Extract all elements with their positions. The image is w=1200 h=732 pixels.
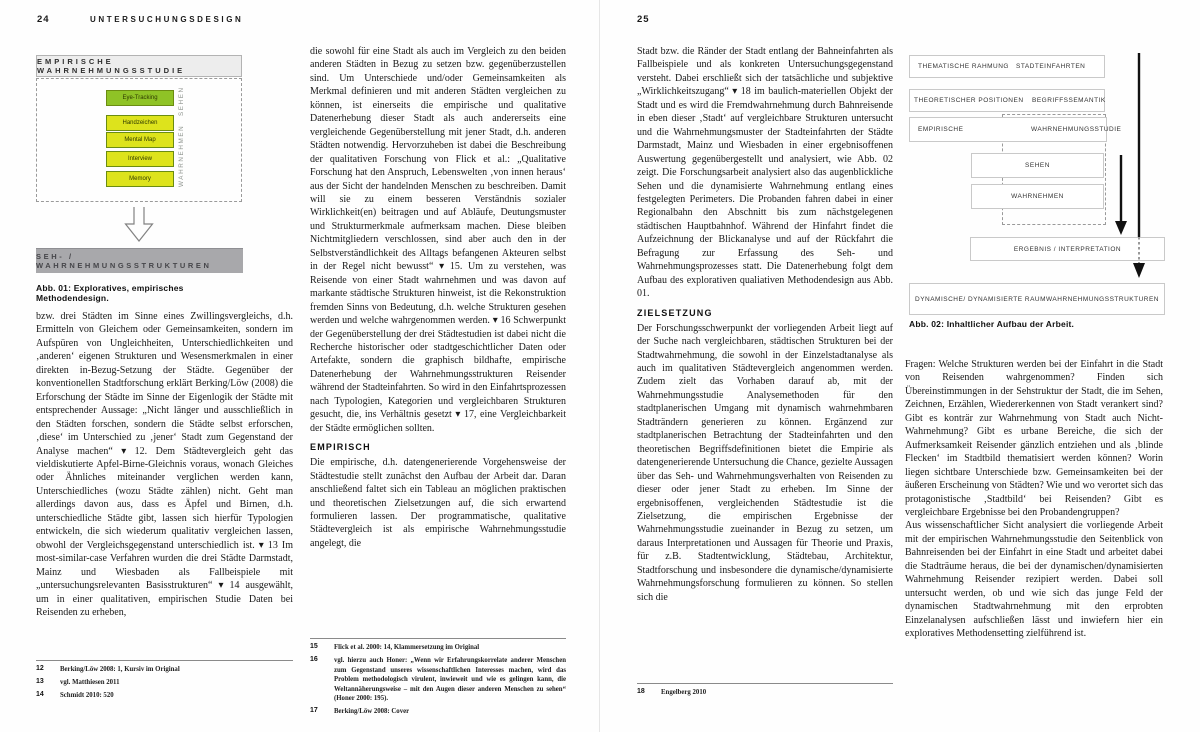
flow-arrows-icon: [900, 45, 1190, 340]
box-label: BEGRIFFSSEMANTIK: [1032, 97, 1106, 104]
footnote: [310, 707, 566, 717]
footnote: [310, 656, 566, 704]
method-box-interview: Interview: [106, 151, 174, 167]
column-4: [905, 358, 1163, 703]
body-paragraph: Stadt bzw. die Ränder der Stadt entlang der Bahneinfahrten als Fallbeispiele und als konkreten Untersuchungsgegenstand versteht. Dabei erschließt sich der tatsächliche und subjektive „Wirklichkeitszugang“ ▾ 18 im baulich-materiellen Objekt der Stadt und es wird die Fremdwahrnehmung durch Bahnreisende in eben dieser ‚Stadt‘ auf vergleichbare Strukturen untersucht und die Wahrnehmungsmuster der Stadteinfahrten der Städte Darmstadt, Mainz und Wiesbaden in einer ergebnisoffenen Auswertung gegenübergestellt und analysiert, wie Abb. 02 zeigt. Die Forschungsarbeit analysiert also das augenblickliche Sehen und die dynamisierte Wahrnehmung entlang eines festgelegten Perimeters. Die Probanden fahren dabei in einer Regionalbahn den Abschnitt bis zum nächstgelegenen städtischen Hauptbahnhof. Während der Hinfahrt findet die Aufzeichnung der Blickanalyse und auf der Rückfahrt die Befragung zur Erfassung des Seh- und Wahrnehmungsprozesses statt. Die Datenerhebung folgt dem Aufbau des explorativen qualiativen Methodendesign aus Abb. 01.: [637, 46, 893, 300]
footnotes-column-1: [36, 660, 293, 704]
footnote: [637, 688, 893, 698]
footnote-number: 14: [36, 691, 44, 698]
footnote: [310, 643, 566, 653]
body-paragraph: Aus wissenschaftlicher Sicht analysiert die vorliegende Arbeit mit der empirischen Wahrnehmungsstudie den Seitenblick von Bahnreisenden bei der Einfahrt in eine Stadt und arbeitet dabei die Stadträume heraus, die bei der dynamischen/dynamisierten Wahrnehmung Reisender rezipiert werden. Dabei soll untersucht werden, ob und wie sich das junge Feld der dynamischen Stadtwahrnehmung mit den erprobten Einzelanalysen aufschließen lässt und inwiefern hier ein exploratives Methodensetting zielführend ist.: [905, 520, 1163, 640]
figure2-caption: Abb. 02: Inhaltlicher Aufbau der Arbeit.: [909, 319, 1075, 329]
footnote-text: Berking/Löw 2008: 1, Kursiv im Original: [60, 666, 180, 673]
footnote-number: 16: [310, 656, 318, 663]
figure2-box-ergebnis: ERGEBNIS / INTERPRETATION: [970, 237, 1165, 261]
method-box-eye-tracking: Eye-Tracking: [106, 90, 174, 106]
body-paragraph: Die empirische, d.h. datengenerierende Vorgehensweise der Städtestudie stellt zunächst den Aufbau der Arbeit dar. Daran anschließend faltet sich ein Tableau an möglichen praktischen und theoretischen Zielsetzungen auf, die sich erwartend formulieren lassen. Der programmatische, qualitative Städtevergleich ist als empirische Wahrnehmungsstudie angelegt, die: [310, 457, 566, 549]
column-1: [36, 310, 293, 660]
footnote-number: 18: [637, 688, 645, 695]
box-label: STADTEINFAHRTEN: [1016, 63, 1086, 70]
box-label: EMPIRISCHE: [918, 126, 964, 133]
footnote-text: vgl. Matthiesen 2011: [60, 679, 120, 686]
footnote-text: Berking/Löw 2008: Cover: [334, 708, 410, 715]
page-number-right: 25: [637, 14, 650, 25]
figure1-result-box: SEH- / WAHRNEHMUNGSSTRUKTUREN: [36, 248, 243, 273]
body-paragraph: Fragen: Welche Strukturen werden bei der Einfahrt in die Stadt von Reisenden wahrgenommen? Finden sich Übereinstimmungen in der Sehstruktur der Stadt, die im Sehen, Zeichnen, Erzählen, Wiedererkennen von Stadt verankert sind? Gibt es konträr zur Wahrnehmung von Stadt auch Nicht-Wahrnehmung? Gibt es urbane Bereiche, die sich der Aufmerksamkeit Reisender gänzlich entziehen und als ‚blinde Flecken‘ im Stadtbild thematisiert werden können? Worin liegen sichtbare Unterschiede bzw. Gemeinsamkeiten bei der äußeren Erscheinung von Städten? Wie und wo verortet sich das protagonistische ‚Stadtbild‘ bei Reisenden? Gibt es vergleichbare Ergebnisse bei den Probandengruppen?: [905, 359, 1163, 518]
footnote-text: Engelberg 2010: [661, 689, 707, 696]
figure1-title-box: EMPIRISCHE WAHRNEHMUNGSSTUDIE: [36, 55, 242, 77]
footnote-text: Schmidt 2010: 520: [60, 692, 114, 699]
page-gutter-divider: [599, 0, 600, 732]
section-heading-zielsetzung: ZIELSETZUNG: [637, 307, 713, 318]
axis-label-sehen: SEHEN: [178, 86, 185, 116]
footnote: [36, 665, 293, 675]
figure-aufbau-der-arbeit: [900, 45, 1190, 340]
method-box-handzeichen: Handzeichen: [106, 115, 174, 131]
figure2-box-raumwahrnehmungsstrukturen: DYNAMISCHE/ DYNAMISIERTE RAUMWAHRNEHMUNGSSTRUKTUREN: [909, 283, 1165, 315]
body-paragraph: bzw. drei Städten im Sinne eines Zwillingsvergleichs, d.h. Ermitteln von Gleichem oder Gemeinsamkeiten, sondern im Aufspüren von Ungleichheiten, Unterschiedlichkeiten und ‚anderen‘ eigenen Strukturen und Wesensmerkmalen in einer direkten in-Bezug-Setzung der Städte. Gegenüber der konventionellen Stadtforschung erklärt Berking/Löw (2008) die Erforschung der Städte im Sinne der Eigenlogik der Städte mit entsprechender Aussage: „Nicht länger und ausschließlich in den Städten forschen, sondern die Städte selbst erforschen, ‚diese‘ im Unterschied zu ‚jener‘ Stadt zum Gegenstand der Analyse machen“ ▾ 12. Dem Städtevergleich geht das vieldiskutierte Apfel-Birne-Gleichnis voraus, wonach Gleiches oder Ähnliches miteinander verglichen werden kann, Unterschiedliches (wozu Städte zählen) nicht. Geht man allerdings davon aus, dass es Äpfel und Birnen, d.h. unterschiedliche Städte gibt, lassen sich hierfür Typologien entwickeln, die sich wiederum qualitativ vergleichen lassen, obwohl der Vergleichsgegenstand unterschiedlich ist. ▾ 13 Im most-similar-case Verfahren wurden die drei Städte Darmstadt, Mainz und Wiesbaden als Fallbeispiele mit „untersuchungsrelevanten Basisstrukturen“ ▾ 14 ausgewählt, um in einer qualitativen, empirischen Studie Daten bei Reisenden zu erheben,: [36, 311, 293, 618]
page-number-left: 24: [37, 14, 50, 25]
body-paragraph: Der Forschungsschwerpunkt der vorliegenden Arbeit liegt auf der Suche nach vergleichbaren, städtischen Strukturen bei der Stadtwahrnehmung, die sowohl in der Einzelstadtanalyse als auch im qualitativen Städtevergleich angenommen werden. Zudem zielt das Vorhaben darauf ab, mit der Wahrnehmungsstudie Analysemethoden für den stadtplanerischen Umgang mit dynamisch wahrnehmbaren Stadträndern generieren zu können. Ergänzend zur stadtplanerischen Betrachtung der Stadteinfahrten und den theoretischen Begriffsdefinitionen bietet die Empirie als datengenerierende Untersuchung die Chance, gezielte Aussagen über das Seh- und Wahrnehmungsverhalten von Reisenden zu dieser oder jener Stadt zu erheben. Im Sinne der ergebnisoffenen, vergleichenden Städtestudie ist die Zielsetzung, die empirischen Ergebnisse der Wahrnehmungsstudie zueinander in Bezug zu setzen, um daraus Interpretationen und Aussagen für Theorie und Praxis, für z.B. Stadtentwicklung, Städtebau, Architektur, Stadtforschung und insbesondere die dynamische/dynamisierte Wahrnehmungsforschung formulieren zu können. So stellen sich die: [637, 322, 893, 603]
figure1-caption: Abb. 01: Exploratives, empirisches Methodendesign.: [36, 283, 184, 303]
method-box-memory: Memory: [106, 171, 174, 187]
section-heading-empirisch: EMPIRISCH: [310, 442, 371, 453]
axis-label-wahrnehmen: WAHRNEHMEN: [178, 124, 185, 188]
figure2-box-sehen: SEHEN: [971, 153, 1104, 178]
box-label: WAHRNEHMUNGSSTUDIE: [1031, 126, 1122, 133]
down-block-arrow-icon: [124, 207, 154, 243]
footnotes-column-2: [310, 638, 566, 720]
figure2-box-wahrnehmen: WAHRNEHMEN: [971, 184, 1104, 209]
footnote: [36, 691, 293, 701]
footnote-text: Flick et al. 2000: 14, Klammersetzung im Original: [334, 644, 480, 651]
footnote-number: 15: [310, 643, 318, 650]
body-paragraph: die sowohl für eine Stadt als auch im Vergleich zu den beiden anderen Städten in Bezug zu setzen bzw. gegenüberzustellen sind. Um Unterschiede und/oder Gemeinsamkeiten als Merkmal definieren und mit anderen Städten vergleichen zu können, ist einerseits die empirische und qualitative Datenerhebung dieser Stadt als auch andererseits eine vergleichende Gegenüberstellung mit jener Stadt, d.h. anderen Städten notwendig. Hervorzuheben ist dabei die Beschreibung der qualitativen Forschung von Flick et al.: „Qualitative Forschung hat den Anspruch, Lebenswelten ‚von innen heraus‘ aus der Sicht der handelnden Menschen zu beschreiben. Damit will sie zu einem besseren Verständnis sozialer Wirklichkeit(en) beitragen und auf Abläufe, Deutungsmuster und Strukturmerkmale aufmerksam machen. Diese bleiben Nichtmitgliedern verschlossen, sind aber auch den in der Selbstverständlichkeit des Alltags befangenen Akteuren selbst in der Regel nicht bewusst“ ▾ 15. Um zu verstehen, was Reisende von einer Stadt wahrnehmen und was davon auf markante städtische Strukturen hinweist, ist die Rekonstruktion fremden Sinns von Bedeutung, d.h. welche Strukturen gesehen werden und welche wahrgenommen werden. ▾ 16 Schwerpunkt der Gegenüberstellung der drei Städtestudien ist dabei nicht die Recherche historischer oder stadtgeschichtlicher Daten oder Artefakte, sondern die graphisch bildhafte, empirische Datenerhebung der Wahrnehmungsstrukturen Reisender während der Stadteinfahrten. So wird in den Einfahrtsprozessen nach Typologien, Kategorien und vergleichbaren Strukturen gesucht, die, ins Verhältnis gesetzt ▾ 17, eine Vergleichbarkeit der Städte ermöglichen sollten.: [310, 46, 566, 434]
footnote-text: vgl. hierzu auch Honer: „Wenn wir Erfahrungskorrelate anderer Menschen zum Gegenstand unseres wissenschaftlichen Interesses machen, wird das Problem methodologisch virulent, inwieweit und wie es gelingen kann, die Weltannäherungsweise – mit den Augen dieser anderen Menschen zu sehen“ (Honer 2000: 195).: [334, 657, 566, 702]
footnotes-column-3: [637, 683, 893, 701]
footnote-number: 17: [310, 707, 318, 714]
column-2: [310, 45, 566, 633]
running-title: UNTERSUCHUNGSDESIGN: [90, 15, 244, 24]
column-3: [637, 45, 893, 677]
method-box-mental-map: Mental Map: [106, 132, 174, 148]
box-label: THEMATISCHE RAHMUNG: [918, 63, 1009, 70]
footnote: [36, 678, 293, 688]
figure-methodendesign: [36, 55, 248, 320]
footnote-number: 13: [36, 678, 44, 685]
footnote-number: 12: [36, 665, 44, 672]
box-label: THEORETISCHER POSITIONEN: [914, 97, 1024, 104]
